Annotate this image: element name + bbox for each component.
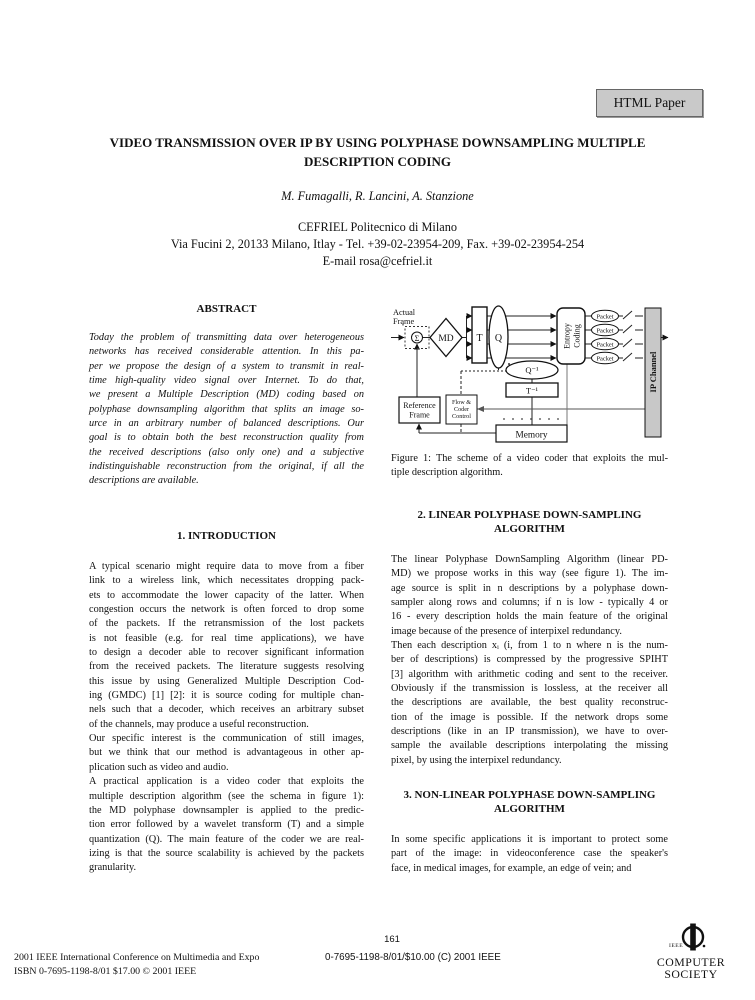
- text-line: the MD polyphase downsampler is applied to the predic-: [89, 804, 364, 816]
- text-line: In some specific applications it is important to protect some: [391, 834, 668, 845]
- text-line: izing is that the source scalability is achieved by the packets: [89, 847, 364, 859]
- section-1-text: [89, 560, 364, 876]
- text-line: tion of the image is possible. If the network drops some: [391, 711, 668, 723]
- svg-text:Memory: Memory: [515, 430, 548, 441]
- reference-frame-block: [399, 397, 440, 423]
- entropy-coding-block: [557, 308, 585, 364]
- svg-text:Q: Q: [494, 332, 503, 344]
- svg-text:Q⁻¹: Q⁻¹: [525, 365, 539, 375]
- text-line: congestion occurs the network is often forced to drop some: [89, 604, 364, 616]
- section-3-heading-line-2: ALGORITHM: [494, 803, 565, 815]
- figure-1-caption: [391, 452, 668, 480]
- svg-text:IP Channel: IP Channel: [648, 351, 658, 393]
- text-line: Then each description xᵢ (i, from 1 to n where n is the num-: [391, 640, 668, 652]
- text-line: is not feasible (e.g. for real time applications), we have: [89, 632, 364, 644]
- svg-text:T: T: [476, 333, 483, 344]
- text-line: Our specific interest is the communication of still images,: [89, 733, 364, 745]
- affiliation-block: [0, 219, 755, 270]
- svg-text:Control: Control: [452, 413, 471, 420]
- text-line: goal is to obtain both the best reconstruction quality from: [89, 432, 364, 444]
- packet-node-2: [592, 324, 619, 336]
- text-line: the descriptions are available, the best quality reconstruc-: [391, 697, 668, 709]
- svg-text:Frame: Frame: [393, 317, 415, 326]
- text-line: descriptions (like in an IP transmission), we have to over-: [391, 726, 668, 738]
- text-line: ber of descriptions) is compressed by the progressive SPIHT: [391, 654, 668, 666]
- svg-text:Reference: Reference: [403, 401, 436, 410]
- svg-text:Packet: Packet: [596, 355, 614, 363]
- svg-text:Coding: Coding: [572, 324, 582, 348]
- text-line: of the packets. If the retransmission of the lost packets: [89, 618, 364, 630]
- section-3-heading: [391, 788, 668, 816]
- svg-text:Σ: Σ: [414, 333, 420, 343]
- text-line: from the received packets. The literature suggests resolving: [89, 661, 364, 673]
- text-line: granularity.: [89, 862, 137, 874]
- title-line-2: DESCRIPTION CODING: [304, 153, 451, 169]
- text-line: part of the image: in videoconference case the speaker's: [391, 848, 668, 860]
- memory-block: [496, 425, 567, 442]
- abstract-text: [89, 331, 364, 489]
- md-downsampler-block: [430, 319, 462, 357]
- text-line: to design a decoder able to recover significant information: [89, 647, 364, 659]
- footer-conference-line: 2001 IEEE International Conference on Multimedia and Expo: [14, 952, 260, 963]
- svg-text:Packet: Packet: [596, 313, 614, 321]
- text-line: the received descriptions (also only one) and a subjective: [89, 446, 364, 458]
- logo-society-text: SOCIETY: [664, 966, 718, 981]
- paper-title: [60, 134, 695, 171]
- section-2-heading: [391, 508, 668, 536]
- text-line: indistinguishable reconstruction from the original, if all the: [89, 461, 364, 473]
- text-line: A practical application is a video coder that exploits the: [89, 776, 364, 788]
- text-line: networks has received considerable attention. In this pa-: [89, 346, 364, 358]
- actual-frame-label: [393, 308, 416, 326]
- text-line: per we propose the design of a system to transmit in real-: [89, 360, 364, 372]
- text-line: Figure 1: The scheme of a video coder that exploits the mul-: [391, 453, 668, 464]
- packet-node-1: [592, 310, 619, 322]
- text-line: sample the available descriptions interpolating the missing: [391, 740, 668, 752]
- affiliation: CEFRIEL Politecnico di Milano: [297, 220, 458, 234]
- text-line: image because of the presence of interpixel redundancy.: [391, 625, 622, 637]
- footer-conference-info: [14, 951, 259, 978]
- wavelet-transform-block: [472, 307, 487, 363]
- text-line: descriptions are available.: [89, 475, 199, 487]
- logo-computer-text: COMPUTER: [656, 955, 726, 969]
- text-line: we present a Multiple Description (MD) coding based on: [89, 389, 364, 401]
- inverse-transform-block: [506, 383, 558, 397]
- text-line: Obviously if the transmission is lossless, at the receiver all: [391, 683, 668, 695]
- ip-channel-block: [645, 308, 661, 437]
- svg-text:Packet: Packet: [596, 327, 614, 335]
- svg-text:Packet: Packet: [596, 341, 614, 349]
- section-2-text: [391, 553, 668, 768]
- text-line: multiple description algorithm (see the schema in figure 1):: [89, 790, 364, 802]
- svg-text:IEEE: IEEE: [669, 943, 684, 949]
- text-line: tiple description algorithm.: [391, 467, 503, 479]
- inverse-quantizer-block: [506, 361, 558, 379]
- text-line: of the channels, may produce a useful reconstruction.: [89, 718, 309, 730]
- page-number: 161: [384, 934, 400, 945]
- text-line: tion error followed by a wavelet transform (T) and a simple: [89, 819, 364, 831]
- section-2-heading-line-2: ALGORITHM: [494, 523, 565, 535]
- section-3-heading-line-1: 3. NON-LINEAR POLYPHASE DOWN-SAMPLING: [403, 789, 656, 801]
- quantizer-block: [489, 306, 508, 368]
- text-line: link to a wireless link, which necessitates dropping pack-: [89, 575, 364, 587]
- svg-text:MD: MD: [438, 333, 454, 344]
- text-line: polyphase downsampling algorithm that splits an image so-: [89, 403, 364, 415]
- text-line: [3] algorithm with arithmetic coding and sent to the receiver.: [391, 668, 668, 680]
- authors: M. Fumagalli, R. Lancini, A. Stanzione: [281, 189, 474, 203]
- svg-text:Frame: Frame: [409, 410, 430, 420]
- svg-text:Coder: Coder: [453, 406, 470, 413]
- footer-isbn-line: ISBN 0-7695-1198-8/01 $17.00 © 2001 IEEE: [14, 965, 197, 977]
- section-3-text: [391, 833, 668, 876]
- text-line: MD) we propose works in this way (see figure 1). The im-: [391, 568, 668, 580]
- text-line: pixel, by using the interpixel redundancy.: [391, 754, 562, 766]
- text-line: urce in an arbitrary number of balanced descriptions. Our: [89, 418, 364, 430]
- html-paper-badge[interactable]: HTML Paper: [596, 89, 703, 117]
- title-line-1: VIDEO TRANSMISSION OVER IP BY USING POLYPHASE DOWNSAMPLING MULTIPLE: [109, 135, 646, 150]
- text-line: time high-quality video signal over Internet. To do that,: [89, 375, 364, 387]
- text-line: sampler along rows and columns; if n is low - typically 4 or: [391, 597, 668, 609]
- packet-node-4: [592, 352, 619, 364]
- svg-text:Actual: Actual: [393, 308, 416, 317]
- text-line: 16 - every description holds the main feature of the original: [391, 611, 668, 623]
- text-line: quantization (Q). The main feature of the coder we are real-: [89, 833, 364, 845]
- text-line: Today the problem of transmitting data over heterogeneous: [89, 332, 364, 343]
- ieee-computer-society-logo: [645, 922, 737, 980]
- text-line: face, in medical images, for example, an edge of vein; and: [391, 862, 632, 874]
- flow-coder-control-block: [446, 395, 477, 424]
- text-line: nels such that a decoder, which receives an arbitrary subset: [89, 704, 364, 716]
- footer-copyright-stamp: 0-7695-1198-8/01/$10.00 (C) 2001 IEEE: [325, 952, 501, 963]
- text-line: The linear Polyphase DownSampling Algorithm (linear PD-: [391, 554, 668, 565]
- email: E-mail rosa@cefriel.it: [322, 254, 433, 268]
- section-1-heading: 1. INTRODUCTION: [176, 530, 276, 542]
- svg-text:Flow &: Flow &: [451, 399, 472, 406]
- section-2-heading-line-1: 2. LINEAR POLYPHASE DOWN-SAMPLING: [417, 509, 642, 521]
- text-line: ing (GMDC) [1] [2]: it is source coding for multiple chan-: [89, 690, 364, 702]
- address: Via Fucini 2, 20133 Milano, Itlay - Tel. +39-02-23954-209, Fax. +39-02-23954-254: [170, 237, 585, 251]
- abstract-heading: ABSTRACT: [196, 303, 257, 315]
- text-line: A typical scenario might require data to move from a fiber: [89, 561, 364, 572]
- figure-1-diagram: [391, 303, 672, 445]
- text-line: age source is split in n descriptions by a polyphase down-: [391, 582, 668, 594]
- text-line: ets to accommodate the lower capacity of the latter. When: [89, 589, 364, 601]
- text-line: but we think that our method is advantageous in other ap-: [89, 747, 364, 759]
- svg-text:Entropy: Entropy: [562, 323, 572, 349]
- svg-text:T⁻¹: T⁻¹: [525, 385, 539, 396]
- packet-node-3: [592, 338, 619, 350]
- text-line: plication such as video and audio.: [89, 761, 229, 773]
- phi-emblem-icon: [645, 922, 737, 952]
- text-line: this issue by using Generalized Multiple Description Cod-: [89, 675, 364, 687]
